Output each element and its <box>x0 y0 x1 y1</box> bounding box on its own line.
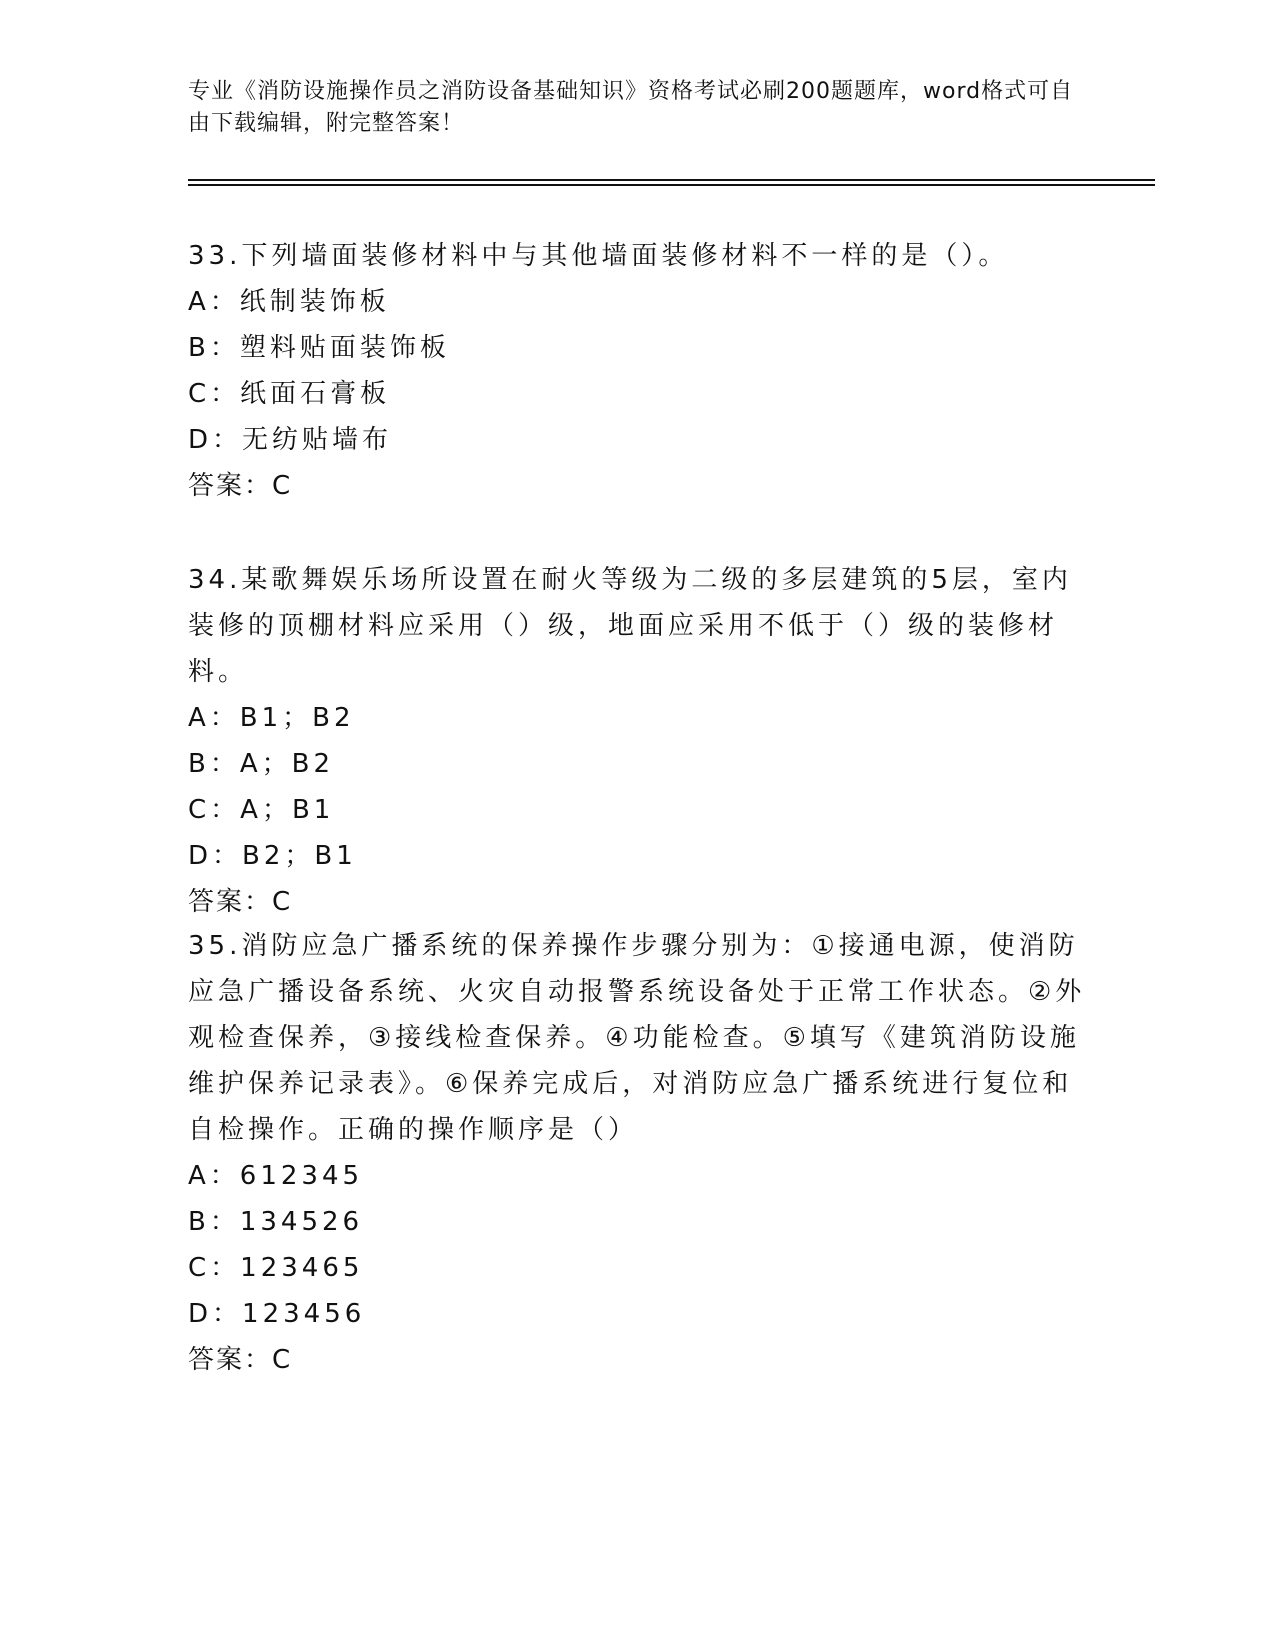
option-b: B：A；B2 <box>188 749 335 779</box>
option-a: A：纸制装饰板 <box>188 287 390 317</box>
header-rule-bottom <box>188 184 1155 186</box>
option-c: C：纸面石膏板 <box>188 379 391 409</box>
answer: 答案：C <box>188 887 293 917</box>
header-rule-top <box>188 179 1155 181</box>
question-stem: 33.下列墙面装修材料中与其他墙面装修材料不一样的是（）。 <box>188 241 1009 271</box>
question-35 <box>188 923 1088 1383</box>
option-d: D：B2；B1 <box>188 841 357 871</box>
answer: 答案：C <box>188 1345 293 1375</box>
option-a: A：612345 <box>188 1161 364 1191</box>
option-b: B：塑料贴面装饰板 <box>188 333 450 363</box>
option-d: D：123456 <box>188 1299 366 1329</box>
option-d: D：无纺贴墙布 <box>188 425 393 455</box>
document-header: 专业《消防设施操作员之消防设备基础知识》资格考试必刷200题题库，word格式可自由下载编辑，附完整答案！ <box>188 79 1074 136</box>
option-a: A：B1；B2 <box>188 703 355 733</box>
option-c: C：123465 <box>188 1253 364 1283</box>
question-34 <box>188 557 1088 925</box>
option-b: B：134526 <box>188 1207 364 1237</box>
answer: 答案：C <box>188 471 293 501</box>
question-stem: 34.某歌舞娱乐场所设置在耐火等级为二级的多层建筑的5层，室内装修的顶棚材料应采用（）级，地面应采用不低于（）级的装修材料。 <box>188 565 1072 687</box>
question-33 <box>188 233 1088 509</box>
question-stem: 35.消防应急广播系统的保养操作步骤分别为：①接通电源，使消防应急广播设备系统、火灾自动报警系统设备处于正常工作状态。②外观检查保养，③接线检查保养。④功能检查。⑤填写《建筑消防设施维护保养记录表》。⑥保养完成后，对消防应急广播系统进行复位和自检操作。正确的操作顺序是（） <box>188 931 1086 1145</box>
option-c: C：A；B1 <box>188 795 335 825</box>
